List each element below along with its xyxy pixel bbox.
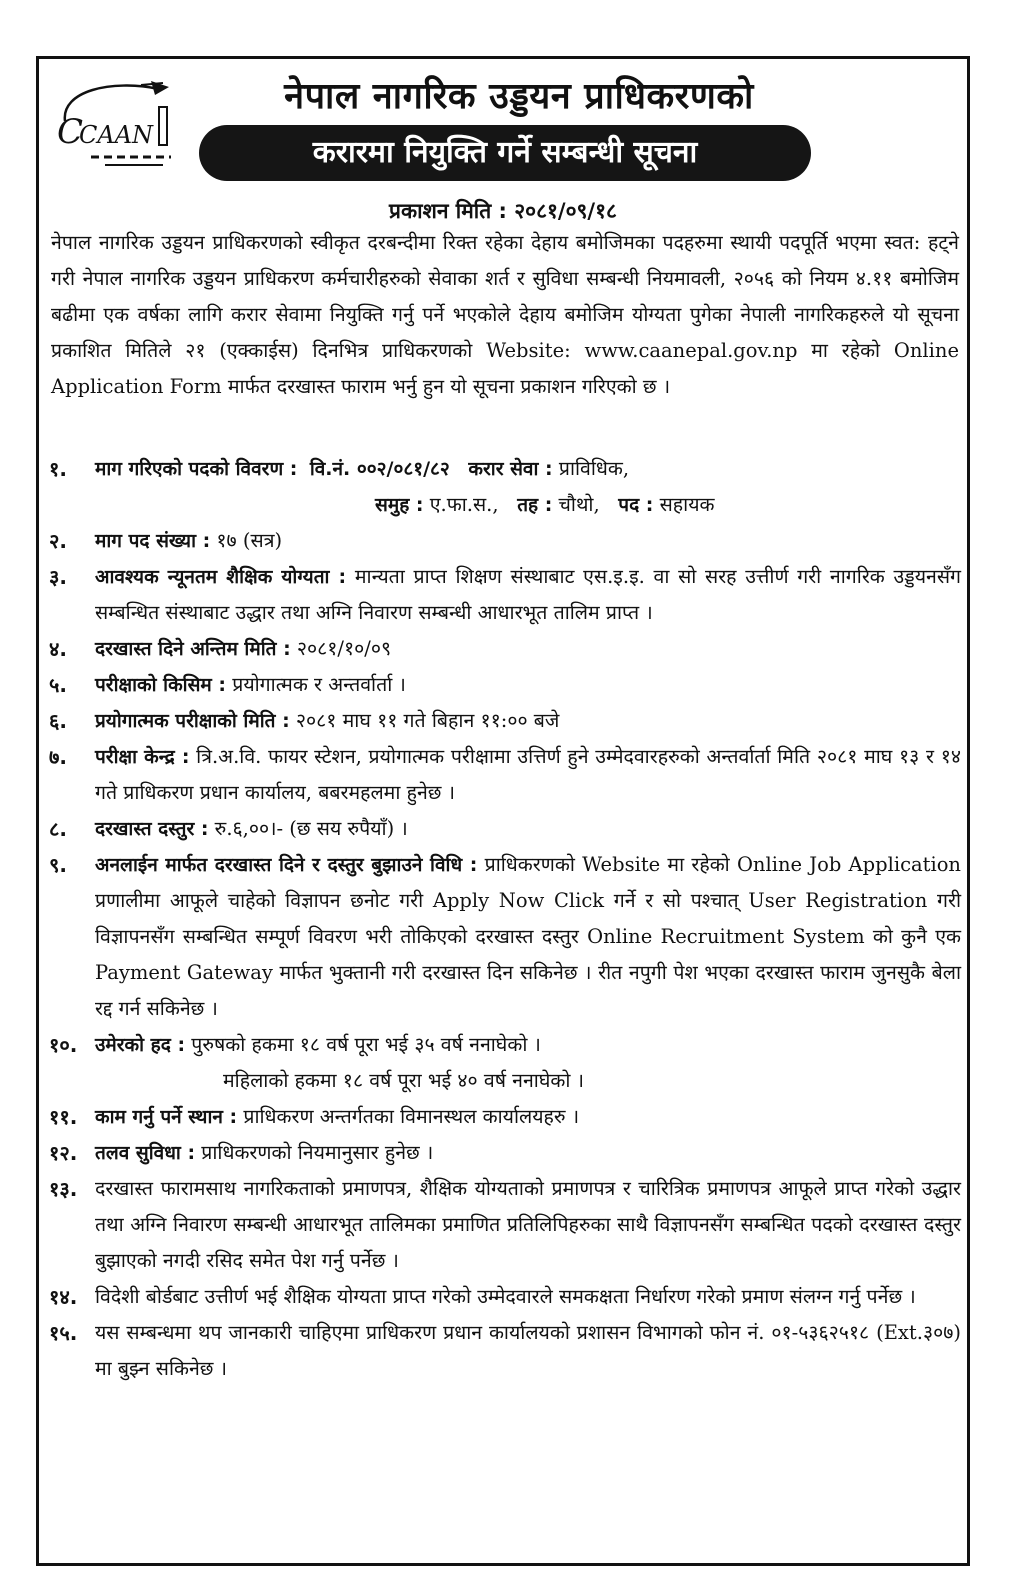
svg-text:CAAN: CAAN xyxy=(79,121,154,149)
item-2: २. माग पद संख्या : १७ (सत्र) xyxy=(49,529,283,553)
publish-date: प्रकाशन मिति : २०८१/०९/१८ xyxy=(389,199,617,223)
notice-items xyxy=(49,451,961,1387)
item-8: ८. दरखास्त दस्तुर : रु.६,००।- (छ सय रुपैयाँ) । xyxy=(49,817,408,841)
item-10: १०. उमेरको हद : पुरुषको हकमा १८ वर्ष पूरा भई ३५ वर्ष ननाघेको । महिलाको हकमा १८ वर्ष पूरा भई ४० वर्ष ननाघेको । xyxy=(49,1033,585,1092)
item-6: ६. प्रयोगात्मक परीक्षाको मिति : २०८१ माघ ११ गते बिहान ११:०० बजे xyxy=(49,709,560,733)
item-9: ९. अनलाईन मार्फत दरखास्त दिने र दस्तुर बुझाउने विधि : प्राधिकरणको Website मा रहेको Online Job Application प्रणालीमा आफूले चाहेको विज्ञापन छनोट गरी Apply Now Click गर्ने र सो पश्चात् User Registration गरी विज्ञापनसँग सम्बन्धित सम्पूर्ण विवरण भरी तोकिएको दरखास्त दस्तुर Online Recruitment System को कुनै एक Payment Gateway मार्फत भुक्तानी गरी दरखास्त दिन सकिनेछ । रीत नपुगी पेश भएका दरखास्त फाराम जुनसुकै बेला रद्द गर्न सकिनेछ । xyxy=(49,853,961,1020)
intro-paragraph: नेपाल नागरिक उड्डयन प्राधिकरणको स्वीकृत दरबन्दीमा रिक्त रहेका देहाय बमोजिमका पदहरुमा स्थायी पदपूर्ति भएमा स्वत: हट्ने गरी नेपाल नागरिक उड्डयन प्राधिकरण कर्मचारीहरुको सेवाका शर्त र सुविधा सम्बन्धी नियमावली, २०५६ को नियम ४.११ बमोजिम बढीमा एक वर्षका लागि करार सेवामा नियुक्ति गर्नु पर्ने भएकोले देहाय बमोजिम योग्यता पुगेका नेपाली नागरिकहरुले यो सूचना प्रकाशित मितिले २१ (एक्काईस) दिनभित्र प्राधिकरणको Website: www.caanepal.gov.np मा रहेको Online Application Form मार्फत दरखास्त फाराम भर्नु हुन यो सूचना प्रकाशन गरिएको छ । xyxy=(51,231,959,398)
item-15: १५. यस सम्बन्धमा थप जानकारी चाहिएमा प्राधिकरण प्रधान कार्यालयको प्रशासन विभागको फोन नं. ०१-५३६२५१८ (Ext.३०७) मा बुझ्न सकिनेछ । xyxy=(49,1321,961,1380)
item-5: ५. परीक्षाको किसिम : प्रयोगात्मक र अन्तर्वार्ता । xyxy=(49,673,406,697)
item-11: ११. काम गर्नु पर्ने स्थान : प्राधिकरण अन्तर्गतका विमानस्थल कार्यालयहरु । xyxy=(49,1105,580,1129)
item-1: १. माग गरिएको पदको विवरण : वि.नं. ००२/०८१/८२ करार सेवा : प्राविधिक, समुह : ए.फा.स., तह : चौथो, पद : सहायक xyxy=(49,457,715,516)
item-12: १२. तलव सुविधा : प्राधिकरणको नियमानुसार हुनेछ । xyxy=(49,1141,434,1165)
notice-banner: करारमा नियुक्ति गर्ने सम्बन्धी सूचना xyxy=(199,125,811,181)
item-7: ७. परीक्षा केन्द्र : त्रि.अ.वि. फायर स्टेशन, प्रयोगात्मक परीक्षामा उत्तिर्ण हुने उम्मेदवारहरुको अन्तर्वार्ता मिति २०८१ माघ १३ र १४ गते प्राधिकरण प्रधान कार्यालय, बबरमहलमा हुनेछ । xyxy=(49,745,961,804)
item-4: ४. दरखास्त दिने अन्तिम मिति : २०८१/१०/०९ xyxy=(49,637,392,661)
item-3: ३. आवश्यक न्यूनतम शैक्षिक योग्यता : मान्यता प्राप्त शिक्षण संस्थाबाट एस.इ.इ. वा सो सरह उत्तीर्ण गरी नागरिक उड्डयनसँग सम्बन्धित संस्थाबाट उद्धार तथा अग्नि निवारण सम्बन्धी आधारभूत तालिम प्राप्त । xyxy=(49,565,962,624)
item-13: १३. दरखास्त फारामसाथ नागरिकताको प्रमाणपत्र, शैक्षिक योग्यताको प्रमाणपत्र र चारित्रिक प्रमाणपत्र आफूले प्राप्त गरेको उद्धार तथा अग्नि निवारण सम्बन्धी आधारभूत तालिमका प्रमाणित प्रतिलिपिहरुका साथै विज्ञापनसँग सम्बन्धित पदको दरखास्त दस्तुर बुझाएको नगदी रसिद समेत पेश गर्नु पर्नेछ । xyxy=(49,1177,961,1272)
org-title: नेपाल नागरिक उड्डयन प्राधिकरणको xyxy=(284,76,754,117)
svg-text:C: C xyxy=(57,112,84,152)
notice-frame xyxy=(36,56,970,1566)
caan-logo xyxy=(51,71,183,171)
item-14: १४. विदेशी बोर्डबाट उत्तीर्ण भई शैक्षिक योग्यता प्राप्त गरेको उम्मेदवारले समकक्षता निर्धारण गरेको प्रमाण संलग्न गर्नु पर्नेछ । xyxy=(49,1285,916,1309)
